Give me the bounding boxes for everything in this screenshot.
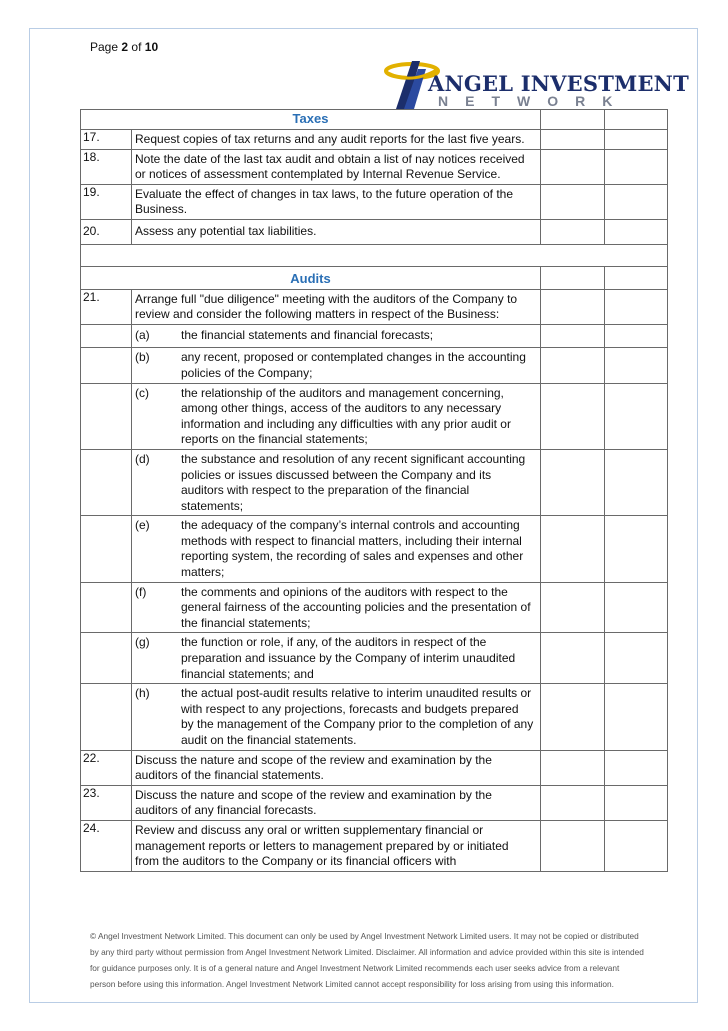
- sub-item-label: (e): [135, 518, 150, 533]
- sub-item-text: the adequacy of the company’s internal controls and accounting methods with respect to financial matters, including their internal reporting system, the recording of sales and expenses and other matters;: [181, 518, 524, 580]
- table-row-20: [81, 219, 668, 244]
- check-cell[interactable]: [541, 184, 605, 219]
- check-cell: [605, 110, 668, 130]
- footer-disclaimer: © Angel Investment Network Limited. This document can only be used by Angel Investment Network Limited users. It may not be copied or distributed by any third party without permission from Angel Investment Network Limited. Disclaimer. All information and advice provided within this site is intended for guidance purposes only. It is of a general nature and Angel Investment Network Limited recommends each user seeks advice from a relevant person before using this information. Angel Investment Network Limited cannot accept responsibility for loss arising from using this information.: [90, 931, 644, 989]
- sub-item-text: the actual post-audit results relative to interim unaudited results or with respect to any projections, forecasts and budgets prepared by the management of the Company prior to the completion of any audit on the financial statements.: [181, 686, 534, 747]
- item-text: Request copies of tax returns and any audit reports for the last five years.: [132, 130, 541, 150]
- sub-item-text: the financial statements and financial forecasts;: [181, 327, 434, 342]
- page-number: [90, 40, 158, 54]
- item-number: 20.: [81, 219, 132, 244]
- table-row-21e: [81, 516, 668, 582]
- sub-item-label: (f): [135, 584, 147, 599]
- table-row-21g: [81, 633, 668, 684]
- section-title-cell: [81, 110, 541, 130]
- check-cell: [541, 266, 605, 289]
- sub-item-label: (a): [135, 327, 150, 342]
- sub-item-label: (g): [135, 635, 150, 650]
- item-number: [81, 449, 132, 515]
- check-cell[interactable]: [605, 383, 668, 449]
- check-cell[interactable]: [541, 289, 605, 324]
- check-cell[interactable]: [541, 449, 605, 515]
- item-number: 18.: [81, 149, 132, 184]
- sub-item-text: any recent, proposed or contemplated changes in the accounting policies of the Company;: [181, 350, 526, 380]
- sub-item: [132, 633, 541, 684]
- table-row-24: [81, 820, 668, 871]
- table-row-21c: [81, 383, 668, 449]
- table-row-21: [81, 289, 668, 324]
- check-cell[interactable]: [605, 348, 668, 383]
- check-cell[interactable]: [605, 750, 668, 785]
- item-text: Evaluate the effect of changes in tax laws, to the future operation of the Business.: [132, 184, 541, 219]
- sub-item: [132, 516, 541, 582]
- check-cell[interactable]: [541, 348, 605, 383]
- sub-item-label: (b): [135, 350, 150, 365]
- check-cell[interactable]: [541, 750, 605, 785]
- table-row-21a: [81, 324, 668, 348]
- item-number: [81, 348, 132, 383]
- taxes-header-row: [81, 110, 668, 130]
- check-cell[interactable]: [605, 219, 668, 244]
- check-cell[interactable]: [541, 820, 605, 871]
- sub-item-label: (h): [135, 686, 150, 701]
- section-title-taxes: Taxes: [292, 111, 329, 126]
- sub-item: [132, 582, 541, 633]
- item-text: Assess any potential tax liabilities.: [132, 219, 541, 244]
- item-number: [81, 582, 132, 633]
- item-number: 17.: [81, 130, 132, 150]
- check-cell[interactable]: [605, 289, 668, 324]
- table-row-23: [81, 785, 668, 820]
- sub-item: [132, 684, 541, 750]
- spacer-row: [81, 244, 668, 266]
- logo-line-1: ANGEL INVESTMENT: [428, 71, 689, 96]
- angel-investment-network-logo: [382, 55, 689, 111]
- audits-header-row: [81, 266, 668, 289]
- check-cell[interactable]: [605, 582, 668, 633]
- check-cell: [541, 110, 605, 130]
- sub-item-text: the comments and opinions of the auditors with respect to the general fairness of the accounting policies and the presentation of the financial statements;: [181, 584, 531, 630]
- item-number: 21.: [81, 289, 132, 324]
- check-cell[interactable]: [541, 324, 605, 348]
- section-title-audits: Audits: [290, 270, 331, 286]
- item-text: Review and discuss any oral or written supplementary financial or management reports or letters to management prepared by or initiated from the auditors to the Company or its financial officers with: [132, 820, 541, 871]
- table-row-17: [81, 130, 668, 150]
- page-total: 10: [144, 40, 159, 54]
- due-diligence-table: [80, 109, 668, 872]
- item-text: Discuss the nature and scope of the review and examination by the auditors of any financial forecasts.: [132, 785, 541, 820]
- check-cell[interactable]: [541, 516, 605, 582]
- check-cell[interactable]: [605, 785, 668, 820]
- check-cell: [605, 266, 668, 289]
- check-cell[interactable]: [605, 516, 668, 582]
- sub-item-label: (d): [135, 451, 150, 466]
- table-row-18: [81, 149, 668, 184]
- check-cell[interactable]: [541, 219, 605, 244]
- check-cell[interactable]: [541, 149, 605, 184]
- sub-item: [132, 383, 541, 449]
- check-cell[interactable]: [605, 184, 668, 219]
- check-cell[interactable]: [605, 684, 668, 750]
- table-row-21h: [81, 684, 668, 750]
- check-cell[interactable]: [605, 149, 668, 184]
- item-number: [81, 633, 132, 684]
- check-cell[interactable]: [541, 582, 605, 633]
- check-cell[interactable]: [541, 130, 605, 150]
- check-cell[interactable]: [541, 383, 605, 449]
- check-cell[interactable]: [605, 449, 668, 515]
- check-cell[interactable]: [605, 633, 668, 684]
- sub-item: [132, 449, 541, 515]
- logo-line-2: NETWORK: [438, 93, 630, 109]
- check-cell[interactable]: [541, 785, 605, 820]
- page-label: Page: [90, 40, 119, 54]
- sub-item-text: the relationship of the auditors and management concerning, among other things, access of the auditors to any necessary information and including any difficulties with any prior audit or reports on the financial statements;: [181, 385, 511, 447]
- item-text: Note the date of the last tax audit and obtain a list of nay notices received or notices of assessment contemplated by Internal Revenue Service.: [132, 149, 541, 184]
- sub-item: [132, 348, 541, 383]
- check-cell[interactable]: [605, 130, 668, 150]
- item-text: Arrange full "due diligence" meeting with the auditors of the Company to review and consider the following matters in respect of the Business:: [132, 289, 541, 324]
- item-number: [81, 383, 132, 449]
- item-text: Discuss the nature and scope of the review and examination by the auditors of the financial statements.: [132, 750, 541, 785]
- table-row-21f: [81, 582, 668, 633]
- check-cell[interactable]: [605, 820, 668, 871]
- page-current: 2: [121, 40, 129, 54]
- page-of: of: [131, 40, 142, 54]
- table-row-21b: [81, 348, 668, 383]
- item-number: 22.: [81, 750, 132, 785]
- sub-item: [132, 324, 541, 348]
- spacer-cell: [81, 244, 668, 266]
- sub-item-label: (c): [135, 385, 149, 400]
- item-number: [81, 516, 132, 582]
- item-number: 24.: [81, 820, 132, 871]
- item-number: [81, 324, 132, 348]
- item-number: 23.: [81, 785, 132, 820]
- item-number: [81, 684, 132, 750]
- item-number: 19.: [81, 184, 132, 219]
- sub-item-text: the substance and resolution of any recent significant accounting policies or issues discussed between the Company and its auditors with respect to the preparation of the financial statements;: [181, 451, 526, 513]
- check-cell[interactable]: [541, 633, 605, 684]
- check-cell[interactable]: [541, 684, 605, 750]
- table-row-19: [81, 184, 668, 219]
- check-cell[interactable]: [605, 324, 668, 348]
- sub-item-text: the function or role, if any, of the auditors in respect of the preparation and issuance by the Company of interim unaudited financial statements; and: [181, 635, 516, 681]
- section-title-cell: [81, 266, 541, 289]
- table-row-21d: [81, 449, 668, 515]
- table-row-22: [81, 750, 668, 785]
